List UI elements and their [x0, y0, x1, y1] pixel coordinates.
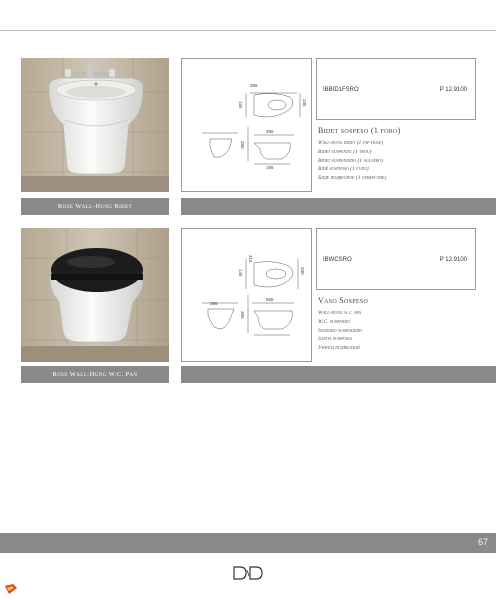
wc-pan-price: P 12.9100: [439, 257, 467, 263]
bidet-price: P 12.9100: [439, 87, 467, 93]
bidet-product-code: IBBID1FSRO: [323, 87, 359, 93]
dim-depth: 195: [266, 165, 274, 170]
wc-pan-desc-line: Унитаз подвесной: [318, 345, 360, 352]
dim-height: 395: [240, 311, 245, 319]
bidet-caption: Rose Wall-Hung Bidet: [21, 198, 169, 215]
bidet-desc-line: Биде подвесное (1 отверстие): [318, 175, 387, 182]
bidet-info-bar: [181, 198, 496, 215]
top-rule: [0, 30, 496, 31]
page-number: 67: [477, 537, 488, 547]
bidet-desc-line: Bidet suspendu (1 trou): [318, 148, 372, 155]
dim-height: 390: [240, 141, 245, 149]
wc-pan-product-code: IBWCSRO: [323, 257, 352, 263]
footer-bar: [0, 533, 496, 553]
dim-side2: 235: [302, 99, 307, 107]
bidet-technical-drawing: [181, 58, 312, 192]
wc-pan-info-bar: [181, 366, 496, 383]
wc-pan-photo: [21, 228, 169, 362]
wc-pan-code-box: [316, 228, 476, 290]
dim-side1: 155: [238, 101, 243, 109]
wc-pan-title: Vaso Sospeso: [318, 296, 369, 305]
wc-pan-description: [318, 296, 478, 353]
wc-pan-desc-line: Wall-hung w.c. pan: [318, 310, 362, 316]
dim-width: 395: [266, 129, 274, 134]
brand-logo: [231, 566, 265, 580]
wc-pan-desc-line: W.C. suspendu: [318, 318, 351, 325]
bidet-desc-line: Bidé suspenso (1 furo): [318, 166, 369, 173]
dim-width: 565: [266, 297, 274, 302]
wc-pan-desc-line: Inodoro suspendido: [318, 327, 363, 334]
bidet-desc-line: Wall-hung bidet (1 tap hole): [318, 140, 384, 146]
dim-depth: 395: [210, 301, 218, 306]
bidet-description: [318, 126, 478, 183]
bookmark-icon[interactable]: [4, 583, 18, 595]
bidet-desc-line: Bidet suspendido (1 agujero): [318, 157, 383, 164]
bidet-title: Bidet sospeso (1 foro): [318, 126, 401, 135]
dim-top: 315: [248, 255, 253, 263]
wc-pan-caption: Rose Wall-Hung W.C. Pan: [21, 366, 169, 383]
dim-top: 365: [250, 83, 258, 88]
bidet-photo: [21, 58, 169, 192]
bidet-code-box: [316, 58, 476, 120]
dim-side2: 330: [300, 267, 305, 275]
dim-side1: 145: [238, 269, 243, 277]
wc-pan-desc-line: Sanita suspensa: [318, 336, 352, 343]
wc-pan-technical-drawing: [181, 228, 312, 362]
